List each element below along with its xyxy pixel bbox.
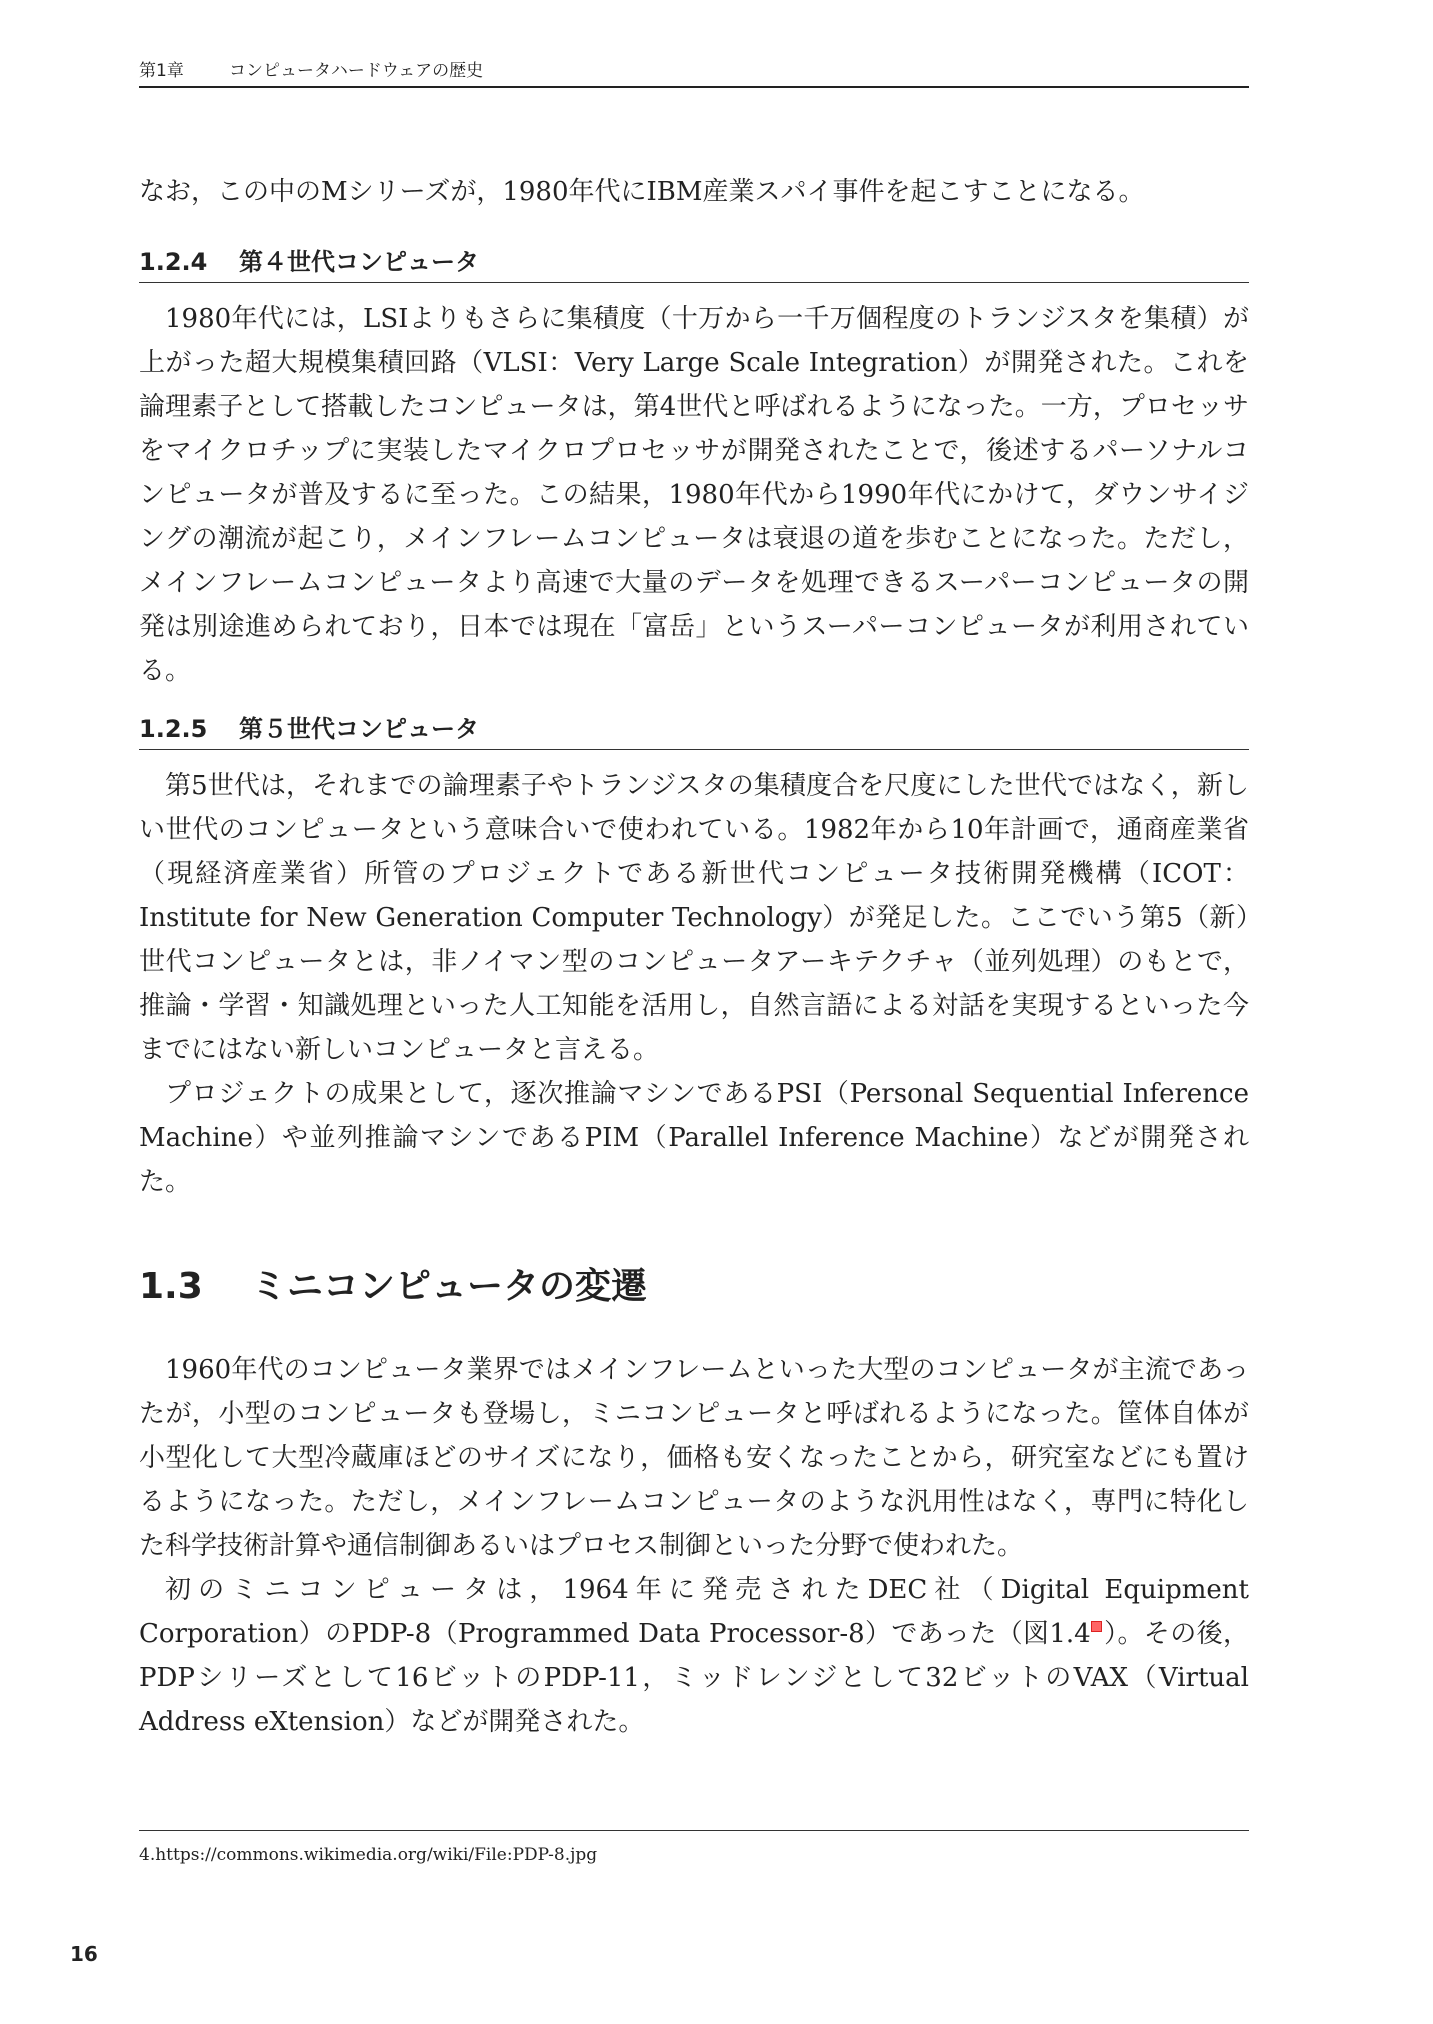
page-number: 16	[70, 1942, 98, 1966]
paragraph-1-3-b	[139, 1568, 1249, 1744]
paragraph-1-2-5-b: プロジェクトの成果として，逐次推論マシンであるPSI（Personal Sequential Inference Machine）や並列推論マシンであるPIM（Parallel Inference Machine）などが開発された。	[139, 1079, 1249, 1197]
paragraph-text: 初のミニコンピュータは，1964年に発売されたDEC社（Digital Equipment Corporation）のPDP-8（Programmed Data Processor-8）であった（図1.4	[139, 1575, 1249, 1649]
section-number: 1.2.5	[139, 715, 208, 743]
paragraph-1-3-a: 1960年代のコンピュータ業界ではメインフレームといった大型のコンピュータが主流であったが，小型のコンピュータも登場し，ミニコンピュータと呼ばれるようになった。筐体自体が小型化して大型冷蔵庫ほどのサイズになり，価格も安くなったことから，研究室などにも置けるようになった。ただし，メインフレームコンピュータのような汎用性はなく，専門に特化した科学技術計算や通信制御あるいはプロセス制御といった分野で使われた。	[139, 1355, 1249, 1561]
section-title: 第４世代コンピュータ	[239, 248, 479, 276]
footnote-ref-icon[interactable]	[1091, 1621, 1102, 1632]
paragraph-1-2-5-a: 第5世代は，それまでの論理素子やトランジスタの集積度合を尺度にした世代ではなく，新しい世代のコンピュータという意味合いで使われている。1982年から10年計画で，通商産業省（現経済産業省）所管のプロジェクトである新世代コンピュータ技術開発機構（ICOT：Institute for New Generation Computer Technology）が発足した。ここでいう第5（新）世代コンピュータとは，非ノイマン型のコンピュータアーキテクチャ（並列処理）のもとで，推論・学習・知識処理といった人工知能を活用し，自然言語による対話を実現するといった今までにはない新しいコンピュータと言える。	[139, 771, 1249, 1065]
chapter-title: コンピュータハードウェアの歴史	[229, 61, 484, 81]
section-title: 第５世代コンピュータ	[239, 715, 479, 743]
paragraph-text: ）。その後，PDPシリーズとして16ビットのPDP-11，ミッドレンジとして32ビットのVAX（Virtual Address eXtension）などが開発された。	[139, 1619, 1249, 1737]
chapter-label: 第1章	[139, 61, 184, 81]
section-number: 1.2.4	[139, 248, 208, 276]
footnote-divider	[139, 1830, 1249, 1831]
section-number: 1.3	[139, 1266, 203, 1307]
paragraph-1-2-4: 1980年代には，LSIよりもさらに集積度（十万から一千万個程度のトランジスタを集積）が上がった超大規模集積回路（VLSI：Very Large Scale Integration）が開発された。これを論理素子として搭載したコンピュータは，第4世代と呼ばれるようになった。一方，プロセッサをマイクロチップに実装したマイクロプロセッサが開発されたことで，後述するパーソナルコンピュータが普及するに至った。この結果，1980年代から1990年代にかけて，ダウンサイジングの潮流が起こり，メインフレームコンピュータは衰退の道を歩むことになった。ただし，メインフレームコンピュータより高速で大量のデータを処理できるスーパーコンピュータの開発は別途進められており，日本では現在「富岳」というスーパーコンピュータが利用されている。	[139, 304, 1249, 686]
page-body	[139, 170, 1249, 1744]
running-head	[139, 50, 1249, 88]
footnote: 4.https://commons.wikimedia.org/wiki/File:PDP-8.jpg	[139, 1845, 598, 1865]
section-1-3-heading	[139, 1262, 1249, 1312]
section-1-2-5-heading	[139, 711, 1249, 750]
section-1-2-4-heading	[139, 244, 1249, 283]
intro-paragraph: なお，この中のMシリーズが，1980年代にIBM産業スパイ事件を起こすことになる。	[139, 177, 1145, 207]
section-title: ミニコンピュータの変遷	[251, 1266, 648, 1307]
